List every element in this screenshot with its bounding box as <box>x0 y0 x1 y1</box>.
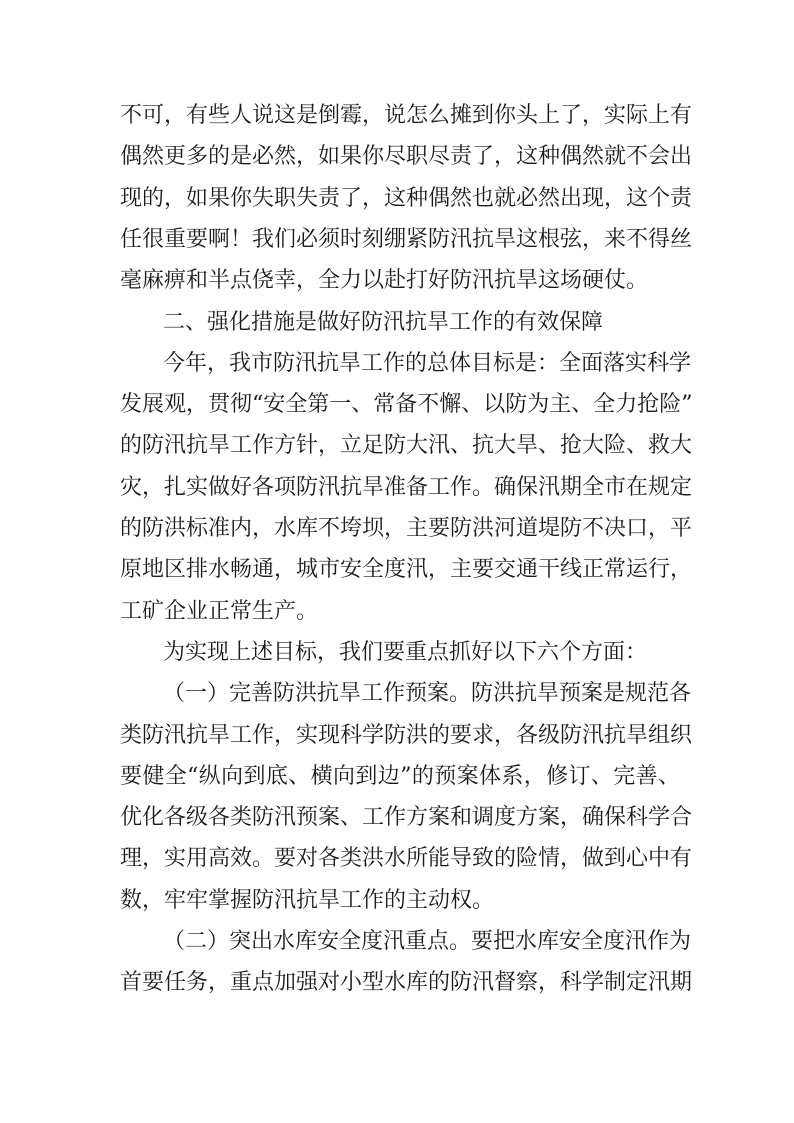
text-line: 不可，有些人说这是倒霉，说怎么摊到你头上了，实际上有 <box>120 103 693 128</box>
text-line: 理，实用高效。要对各类洪水所能导致的险情，做到心中有 <box>120 846 693 872</box>
text-line: 优化各级各类防汛预案、工作方案和调度方案，确保科学合 <box>120 805 693 831</box>
text-line: 发展观，贯彻“安全第一、常备不懈、以防为主、全力抢险” <box>120 392 693 418</box>
section-heading: 二、强化措施是做好防汛抗旱工作的有效保障 <box>163 309 604 335</box>
text-line: 类防汛抗旱工作，实现科学防洪的要求，各级防汛抗旱组织 <box>120 722 693 748</box>
text-line: 要健全“纵向到底、横向到边”的预案体系，修订、完善、 <box>120 763 680 789</box>
text-line: 工矿企业正常生产。 <box>120 598 319 624</box>
text-line: 原地区排水畅通，城市安全度汛，主要交通干线正常运行， <box>120 557 693 583</box>
text-line: （二）突出水库安全度汛重点。要把水库安全度汛作为 <box>163 929 692 954</box>
text-line: 灾，扎实做好各项防汛抗旱准备工作。确保汛期全市在规定 <box>120 474 693 500</box>
text-line: 为实现上述目标，我们要重点抓好以下六个方面： <box>163 639 648 665</box>
text-line: 毫麻痹和半点侥幸，全力以赴打好防汛抗旱这场硬仗。 <box>120 268 649 294</box>
text-line: 任很重要啊！我们必须时刻绷紧防汛抗旱这根弦，来不得丝 <box>120 226 693 252</box>
text-line: 现的，如果你失职失责了，这种偶然也就必然出现，这个责 <box>120 185 693 211</box>
text-line: 今年，我市防汛抗旱工作的总体目标是：全面落实科学 <box>163 350 692 376</box>
text-line: （一）完善防洪抗旱工作预案。防洪抗旱预案是规范各 <box>163 681 692 707</box>
text-line: 的防汛抗旱工作方针，立足防大汛、抗大旱、抢大险、救大 <box>120 433 693 459</box>
text-line: 数，牢牢掌握防汛抗旱工作的主动权。 <box>120 887 495 913</box>
text-line: 偶然更多的是必然，如果你尽职尽责了，这种偶然就不会出 <box>120 144 693 170</box>
text-line: 的防洪标准内，水库不垮坝，主要防洪河道堤防不决口，平 <box>120 516 693 541</box>
text-line: 首要任务，重点加强对小型水库的防汛督察，科学制定汛期 <box>120 970 693 996</box>
